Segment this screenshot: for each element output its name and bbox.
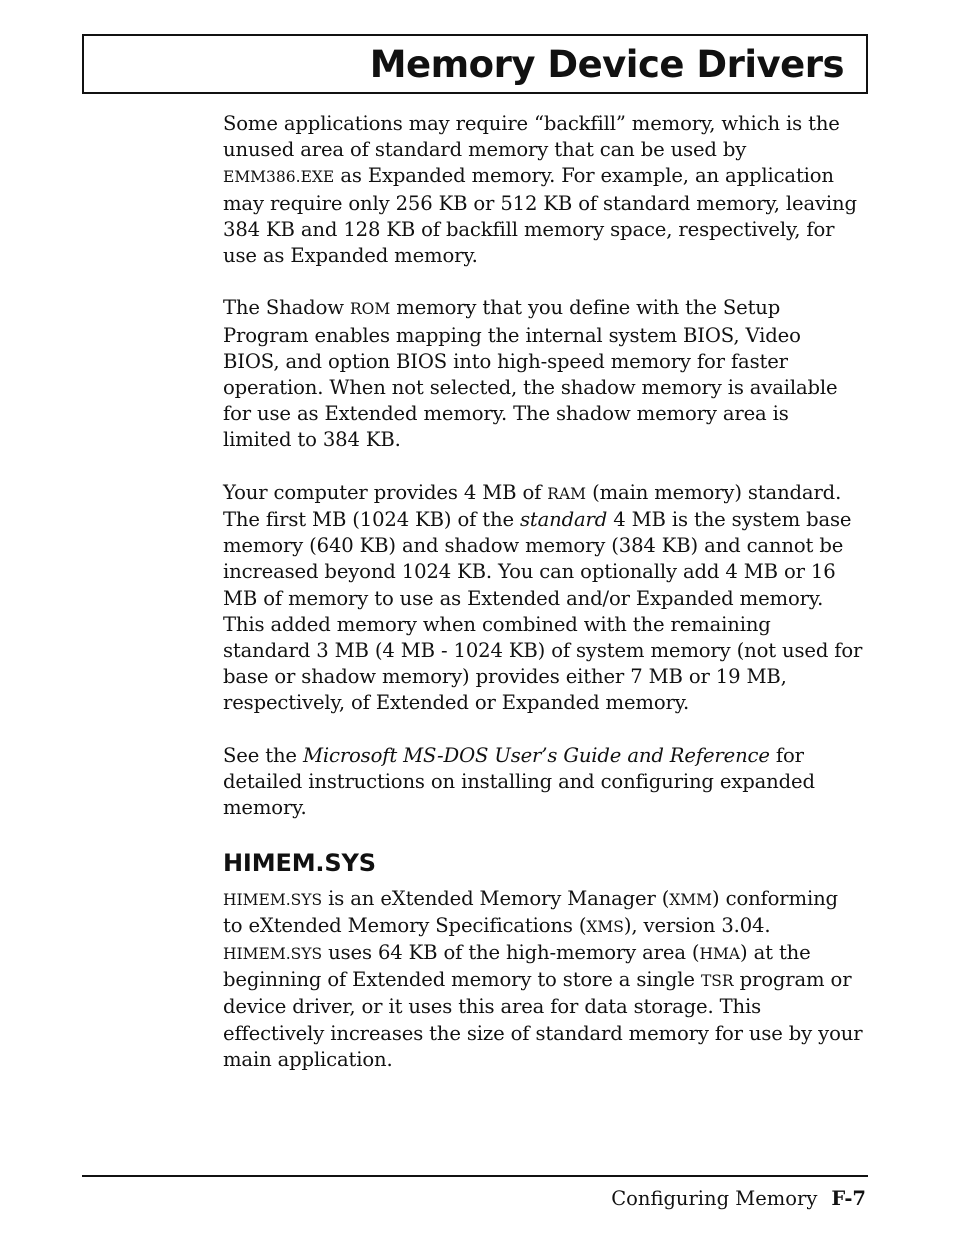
- text-run: 4 MB is the system base memory (640 KB) and shadow memory (384 KB) and cannot be increased beyond 1024 KB. You can optionally add 4 MB or 16 MB of memory to use as Extended and/or Expanded memory. This added memory when combined with the remaining standard 3 MB (4 MB - 1024 KB) of system memory (not used for base or shadow memory) provides either 7 MB or 19 MB, respectively, of Extended or Expanded memory.: [223, 508, 863, 715]
- text-run: uses 64 KB of the high-memory area (: [322, 941, 700, 965]
- paragraph-ram: [223, 480, 863, 717]
- text-run: The Shadow: [223, 296, 350, 320]
- emphasis-text: standard: [519, 508, 608, 532]
- small-caps-term: EMM386.EXE: [223, 168, 335, 187]
- small-caps-term: TSR: [700, 972, 734, 991]
- page-title-box: [82, 34, 868, 94]
- book-title: Microsoft MS-DOS User’s Guide and Reference: [302, 743, 770, 767]
- text-run: as Expanded memory. For example, an application may require only 256 KB or 512 KB of standard memory, leaving 384 KB and 128 KB of backfill memory space, respectively, for use as Expanded memory.: [223, 164, 857, 268]
- text-run: memory that you define with the Setup Program enables mapping the internal system BIOS, Video BIOS, and option BIOS into high-speed memory for faster operation. When not selected, the shadow memory is available for use as Extended memory. The shadow memory area is limited to 384 KB.: [223, 296, 838, 452]
- section-heading: HIMEM.SYS: [223, 848, 376, 877]
- text-run: for detailed instructions on installing and configuring expanded memory.: [223, 743, 815, 820]
- text-run: (main memory) standard. The first MB (1024 KB) of the: [223, 480, 842, 532]
- paragraph-shadow-rom: [223, 295, 863, 453]
- text-run: ) conforming to eXtended Memory Specifications (: [223, 886, 838, 937]
- text-run: See the: [223, 743, 303, 767]
- text-run: program or device driver, or it uses this area for data storage. This effectively increases the size of standard memory for use by your main application.: [223, 968, 863, 1071]
- text-run: is an eXtended Memory Manager (: [322, 886, 670, 910]
- body-text: [223, 111, 863, 1099]
- small-caps-term: HIMEM.SYS: [223, 890, 323, 909]
- text-run: Your computer provides 4 MB of: [223, 480, 548, 504]
- small-caps-term: HIMEM.SYS: [223, 945, 323, 964]
- small-caps-term: ROM: [349, 300, 391, 319]
- paragraph-backfill: [223, 111, 863, 269]
- page-number: F-7: [831, 1187, 866, 1210]
- paragraph-himem: [223, 886, 863, 1073]
- text-run: ), version 3.04.: [623, 913, 771, 937]
- text-run: ) at the beginning of Extended memory to store a single: [223, 941, 811, 992]
- small-caps-term: HMA: [699, 945, 741, 964]
- small-caps-term: RAM: [547, 484, 587, 503]
- small-caps-term: XMS: [586, 917, 624, 936]
- text-run: Some applications may require “backfill” memory, which is the unused area of standard memory that can be used by: [223, 112, 840, 162]
- footer-rule: [82, 1175, 868, 1177]
- paragraph-see-guide: [223, 743, 863, 822]
- page-footer: [611, 1186, 866, 1212]
- footer-section-label: Configuring Memory: [611, 1187, 818, 1210]
- page-title: Memory Device Drivers: [369, 43, 844, 86]
- small-caps-term: XMM: [669, 890, 713, 909]
